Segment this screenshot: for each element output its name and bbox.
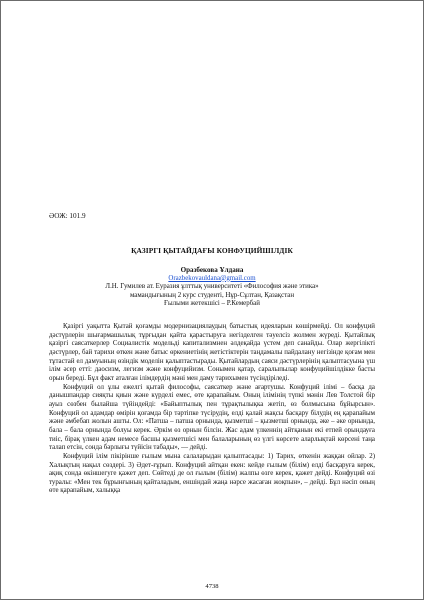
udc-code: ӘОЖ: 101.9 — [49, 212, 86, 220]
page-number: 4738 — [205, 583, 219, 590]
article-body — [49, 323, 375, 496]
article-title: ҚАЗІРГІ ҚЫТАЙДАҒЫ КОНФУЦИЙШІЛДІК — [131, 246, 293, 255]
author-email-link[interactable]: Orazbekovauldana@gmail.com — [168, 274, 256, 282]
author-name: Оразбекова Ұлдана — [180, 266, 244, 274]
supervisor-line: Ғылыми жетекшісі – Р.Кемербай — [164, 300, 260, 308]
affiliation-line-1: Л.Н. Гумилев ат. Еуразия ұлттық университеті «Философия және этика» — [105, 283, 319, 291]
body-paragraph-3: Конфуций ілім пікірінше ғылым мына салаларыдан қалыптасады: 1) Тарих, өткенін жаққан ойлар. 2) Халықтың нақыл сөздері. 3) Әдет-ғұрып. Конфуций айтқан екен: кейде ғылым (білім) елді басқаруға керек, ақиқ сонда өкіншегуге қажет деп. Сөйтеді де ол ғылым (білім) жалпы өзге керек, қажет дейді. Конфуций өзі туралы: «Мен тек бұрынғының қайталадым, еншіндай жаңа нәрсе жасаған жоқпын», – дейді. Бұл нәсіп оның өте қарапайым, халыққа — [49, 452, 375, 495]
affiliation-line-2: мамандығының 2 курс студенті, Нұр-Сұлтан, Қазақстан — [129, 291, 295, 299]
body-paragraph-2: Конфуций ол ұлы ежелгі қытай философы, саясаткер және ағартушы. Конфуций ілімі – басқа да данышпандар сияқты қиын және күрделі емес, өте қарапайым. Оның ілімінің түпкі мәнін Лев Толстой бір ауыз сөзбен былайша түйіндейді: «Байыптылық пен тұрақтылықка жетіп, өз болмысына бұйырсын». Конфуций ол адамдар өмірін қоғамда бір тәртіпке түсірудің, елді қалай жақсы басқару білудің ең қарапайым және әмбебап жолын ашты. Ол: «Патша – патша орнында, қызметші – қызметші орнында, әке – әке орнында, бала – бала орнында болуы керек. Әркім өз орнын білсін. Жас адам үлкеннің айтқанын екі етпей орындауға тиіс, бірақ үлкен адам немесе басшы қызметшісі мен балаларының өз үлгі көрсете аларлықтай көрсені таңа талап етсін, сонда бәрлығы түйісін табады», — дейді. — [49, 383, 375, 452]
body-paragraph-1: Қазіргі уақытта Қытай қоғамды модернизациялаудың батыстық идеяларын көшірмейді. Ол конфуций дәстүрлерін шығармашылық тұрғыдан қайта қарастыруға негізделген тәуелсіз жолмен жүреді. Қытайлық қазіргі саясаткерлер Социалистік модельді капитализмнен әлдеқайда үстем деп санайды. Олар жергілікті дәстүрлер, бай тарихи өткен және батыс өркениетінің жетістіктерін таңдамалы пайдалану негізінде қоғам мен тұтастай ел дамуының өзіндік моделін қалыптастырады. Қытайлардың саяси дәстүрлерінің қалыптасуына үш ілім әсер етті: даосизм, легизм және конфуцийизм. Сонымен қатар, саралыпылар конфуцийшілдікке басты орын береді. Бұл факт аталған ілімдердің мәні мен даму тарихымен түсіндіріледі. — [49, 323, 375, 382]
author-block — [0, 266, 424, 309]
